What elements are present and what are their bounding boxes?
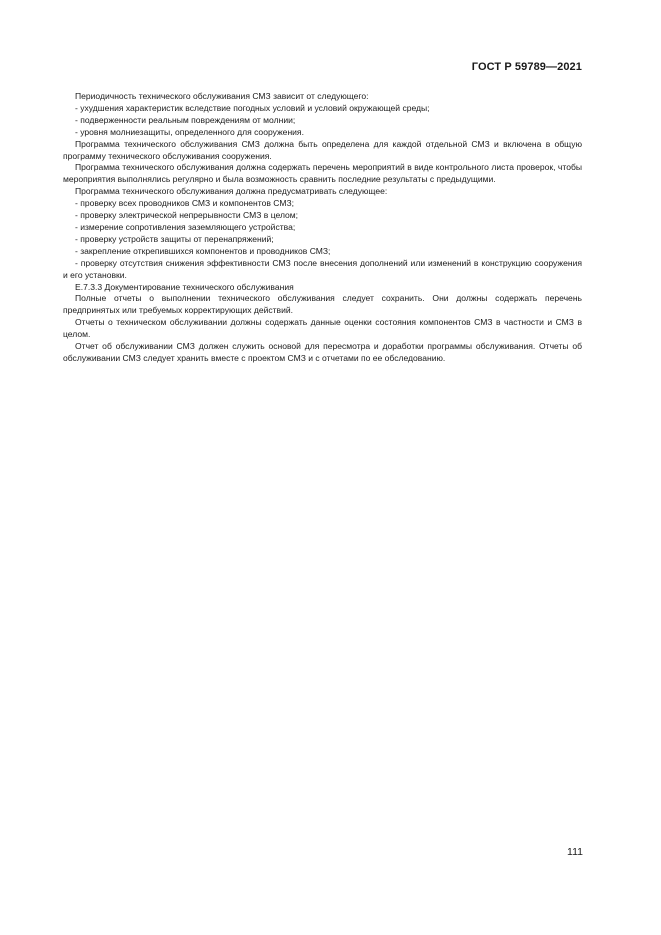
paragraph: Отчеты о техническом обслуживании должны содержать данные оценки состояния компонентов СМЗ в частности и СМЗ в целом. <box>63 317 582 340</box>
list-item: - уровня молниезащиты, определенного для сооружения. <box>75 126 304 137</box>
list-item: - проверку отсутствия снижения эффективности СМЗ после внесения дополнений или изменений в конструкцию сооружения и его установки. <box>63 257 582 280</box>
page-number: 111 <box>567 846 583 858</box>
list-item: - ухудшения характеристик вследствие погодных условий и условий окружающей среды; <box>75 102 430 113</box>
paragraph: Периодичность технического обслуживания СМЗ зависит от следующего: <box>75 91 369 101</box>
list-item: - проверку устройств защиты от перенапряжений; <box>75 233 274 244</box>
paragraph: Программа технического обслуживания должна содержать перечень мероприятий в виде контрольного листа проверок, чтобы мероприятия выполнялись регулярно и была возможность сравнить последние результаты с предыдущими. <box>63 162 582 185</box>
paragraph: Полные отчеты о выполнении технического обслуживания следует сохранить. Они должны содержать перечень предпринятых или требуемых корректирующих действий. <box>63 293 582 316</box>
document-header-standard-number: ГОСТ Р 59789—2021 <box>471 61 582 73</box>
list-item: - проверку всех проводников СМЗ и компонентов СМЗ; <box>75 198 294 209</box>
paragraph: Программа технического обслуживания СМЗ должна быть определена для каждой отдельной СМЗ и включена в общую программу технического обслуживания сооружения. <box>63 138 582 161</box>
list-item: - проверку электрической непрерывности СМЗ в целом; <box>75 210 299 221</box>
list-item: - закрепление открепившихся компонентов и проводников СМЗ; <box>75 245 331 256</box>
section-heading: Е.7.3.3 Документирование технического обслуживания <box>75 281 294 292</box>
paragraph: Программа технического обслуживания должна предусматривать следующее: <box>75 186 388 197</box>
paragraph: Отчет об обслуживании СМЗ должен служить основой для пересмотра и доработки программы обслуживания. Отчеты об обслуживании СМЗ следует хранить вместе с проектом СМЗ и с отчетами по ее обследованию. <box>63 341 582 363</box>
list-item: - измерение сопротивления заземляющего устройства; <box>75 221 296 232</box>
list-item: - подверженности реальным повреждениям от молнии; <box>75 114 296 125</box>
document-body <box>63 91 582 365</box>
